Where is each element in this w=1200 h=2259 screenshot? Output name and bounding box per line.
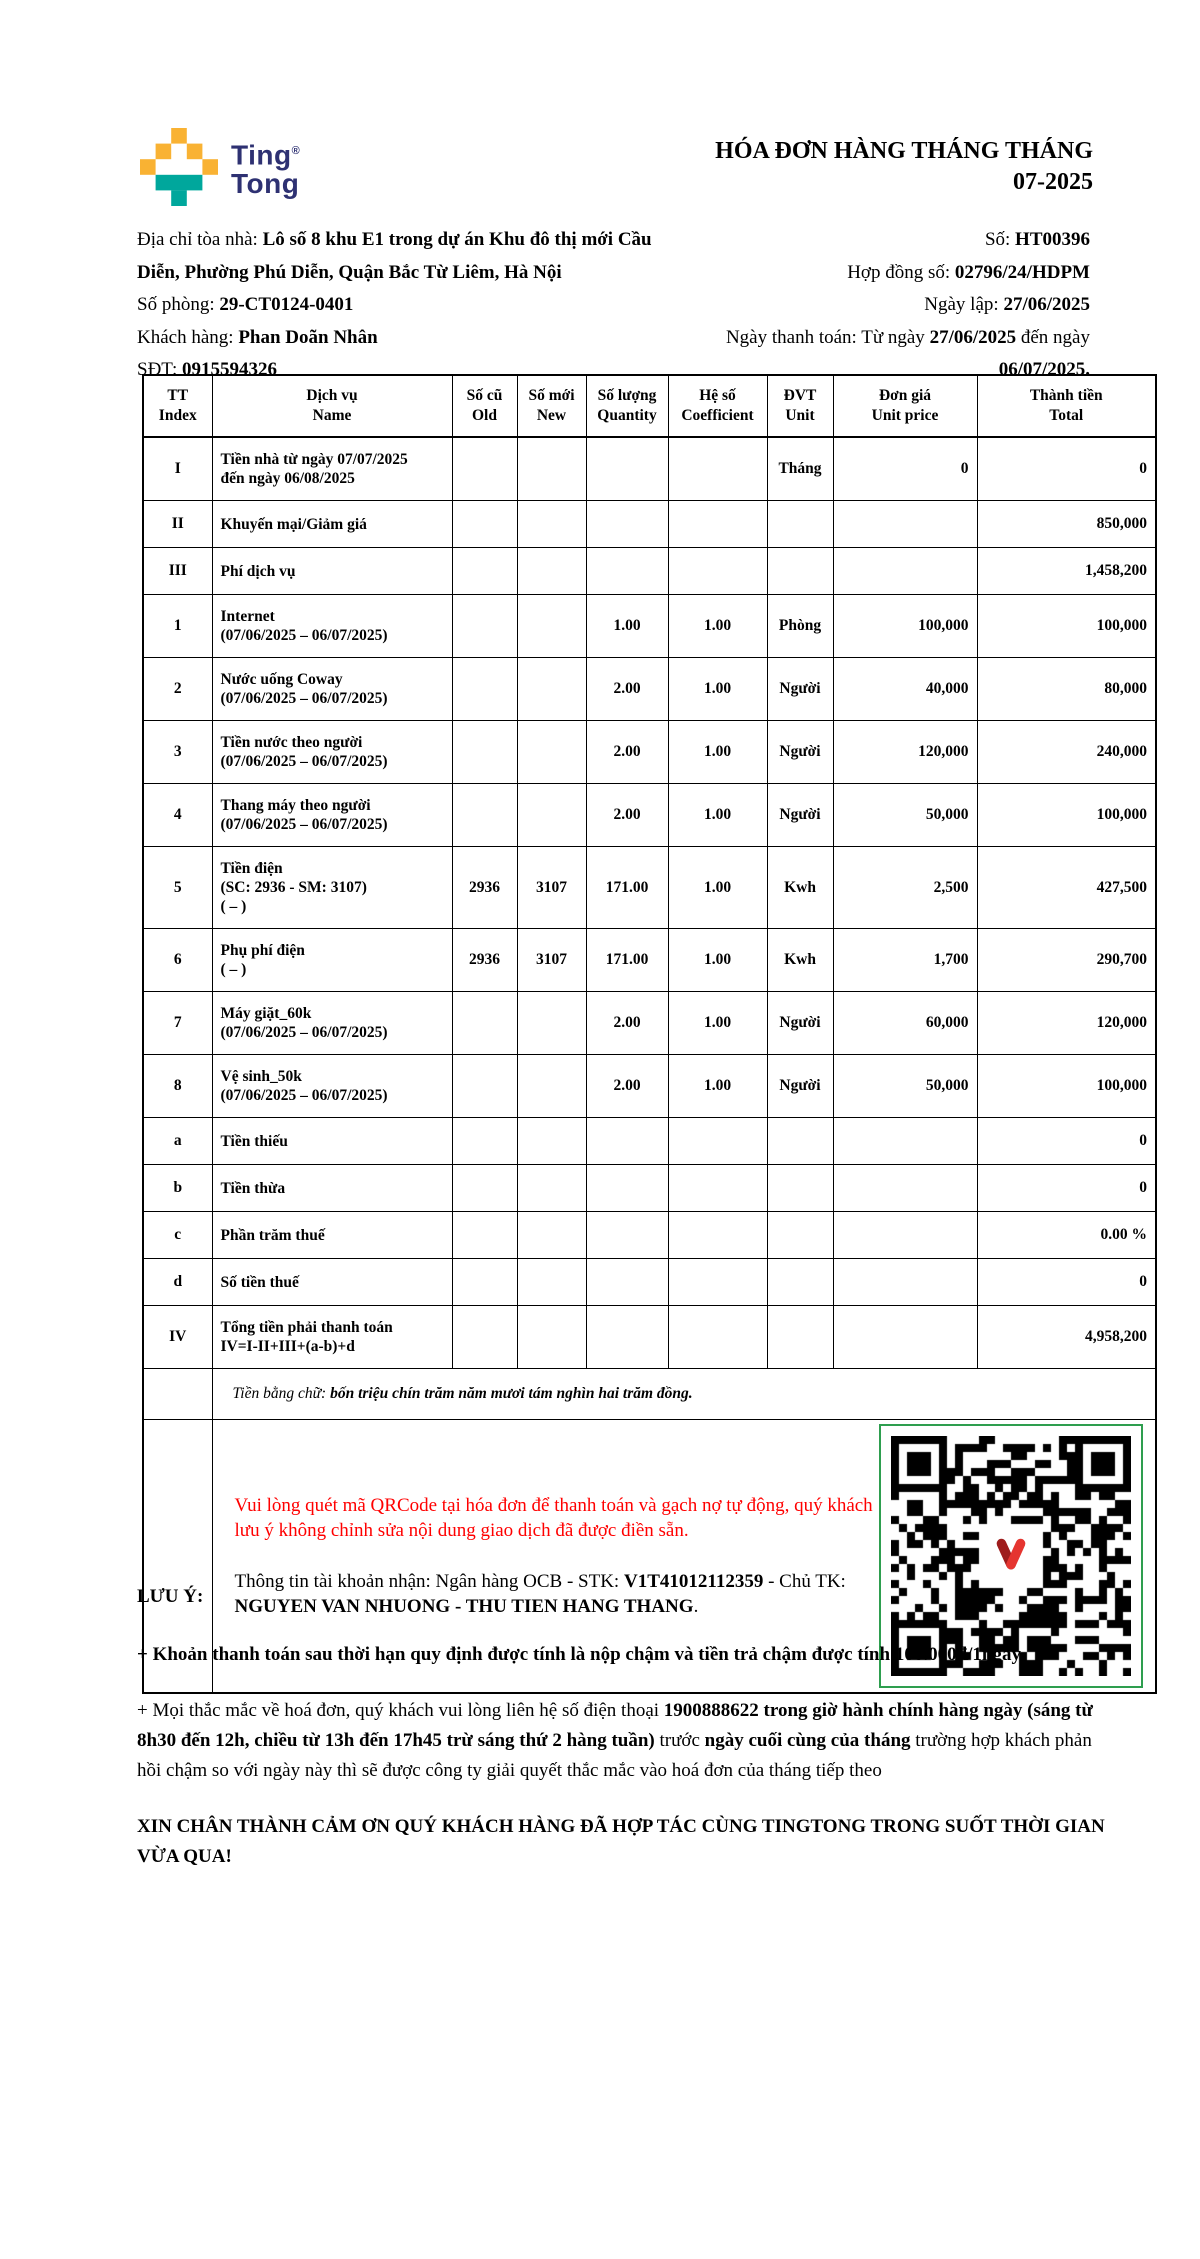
index-cell: 4 <box>143 784 212 847</box>
coefficient-cell <box>668 501 767 548</box>
unit-price-cell: 2,500 <box>833 847 977 929</box>
new-reading-cell: 3107 <box>517 847 586 929</box>
table-row <box>143 1212 1156 1259</box>
total-cell: 0 <box>977 1118 1156 1165</box>
index-cell: 5 <box>143 847 212 929</box>
old-reading-cell <box>452 1118 517 1165</box>
unit-price-cell: 120,000 <box>833 721 977 784</box>
unit-cell <box>767 548 833 595</box>
old-reading-cell <box>452 784 517 847</box>
unit-price-cell: 100,000 <box>833 595 977 658</box>
text-segment: trường hợp khách phản hồi chậm so với ngày này thì sẽ được công ty giải quyết thắc mắc vào hoá đơn của tháng tiếp theo <box>137 1730 1092 1781</box>
new-reading-cell <box>517 1165 586 1212</box>
text-segment: Phan Doãn Nhân <box>238 326 378 348</box>
total-cell: 0.00 % <box>977 1212 1156 1259</box>
index-cell: I <box>143 437 212 501</box>
unit-price-cell <box>833 1165 977 1212</box>
index-cell: 3 <box>143 721 212 784</box>
total-cell: 100,000 <box>977 595 1156 658</box>
text-segment: ngày cuối cùng của tháng <box>704 1730 911 1751</box>
unit-cell <box>767 1118 833 1165</box>
unit-cell: Kwh <box>767 929 833 992</box>
coefficient-cell <box>668 1118 767 1165</box>
old-reading-cell <box>452 721 517 784</box>
service-name-cell: Tổng tiền phải thanh toán IV=I-II+III+(a-b)+d <box>212 1306 452 1369</box>
unit-price-cell: 1,700 <box>833 929 977 992</box>
text-segment: NGUYEN VAN NHUONG - THU TIEN HANG THANG <box>234 1596 694 1617</box>
quantity-cell <box>586 548 668 595</box>
text-segment: Tiền bằng chữ: <box>232 1385 331 1402</box>
quantity-cell: 2.00 <box>586 1055 668 1118</box>
quantity-cell <box>586 1306 668 1369</box>
text-segment: Thông tin tài khoản nhận: Ngân hàng OCB - STK: <box>234 1571 624 1592</box>
invoice-meta <box>685 224 1090 387</box>
text-segment: . <box>693 1596 699 1617</box>
text-segment: Địa chỉ tòa nhà: <box>137 229 263 250</box>
new-reading-cell: 3107 <box>517 929 586 992</box>
coefficient-cell: 1.00 <box>668 784 767 847</box>
unit-cell: Tháng <box>767 437 833 501</box>
table-row <box>143 1118 1156 1165</box>
unit-cell: Người <box>767 784 833 847</box>
unit-price-cell <box>833 1259 977 1306</box>
unit-cell <box>767 1306 833 1369</box>
index-cell: II <box>143 501 212 548</box>
total-cell: 100,000 <box>977 784 1156 847</box>
coefficient-cell <box>668 548 767 595</box>
unit-cell <box>767 501 833 548</box>
index-cell: d <box>143 1259 212 1306</box>
total-cell: 0 <box>977 1259 1156 1306</box>
table-row <box>143 847 1156 929</box>
info-line <box>685 289 1090 322</box>
amount-in-words <box>212 1369 1156 1420</box>
coefficient-cell: 1.00 <box>668 1055 767 1118</box>
table-row <box>143 992 1156 1055</box>
unit-price-cell <box>833 1118 977 1165</box>
text-segment: Khách hàng: <box>137 326 239 348</box>
unit-price-cell: 60,000 <box>833 992 977 1055</box>
column-header: Số mới New <box>517 375 586 437</box>
new-reading-cell <box>517 595 586 658</box>
new-reading-cell <box>517 1212 586 1259</box>
table-row <box>143 1055 1156 1118</box>
old-reading-cell <box>452 658 517 721</box>
coefficient-cell <box>668 1306 767 1369</box>
old-reading-cell <box>452 992 517 1055</box>
text-segment: 27/06/2025 <box>1003 294 1090 315</box>
quantity-cell: 2.00 <box>586 721 668 784</box>
info-line <box>137 322 685 355</box>
text-segment: XIN CHÂN THÀNH CẢM ƠN QUÝ KHÁCH HÀNG ĐÃ HỢP TÁC CÙNG TINGTONG TRONG SUỐT THỜI GIAN VỪA QUA! <box>137 1816 1105 1867</box>
unit-cell: Kwh <box>767 847 833 929</box>
service-name-cell: Khuyến mại/Giảm giá <box>212 501 452 548</box>
quantity-cell: 1.00 <box>586 595 668 658</box>
table-row <box>143 658 1156 721</box>
total-cell: 0 <box>977 1165 1156 1212</box>
vietqr-v-icon <box>988 1533 1034 1579</box>
coefficient-cell <box>668 1165 767 1212</box>
table-row <box>143 784 1156 847</box>
unit-price-cell <box>833 1212 977 1259</box>
invoice-table <box>142 374 1157 1694</box>
old-reading-cell: 2936 <box>452 847 517 929</box>
new-reading-cell <box>517 1259 586 1306</box>
old-reading-cell <box>452 1259 517 1306</box>
column-header: ĐVT Unit <box>767 375 833 437</box>
column-header: Đơn giá Unit price <box>833 375 977 437</box>
total-cell: 427,500 <box>977 847 1156 929</box>
quantity-cell <box>586 1165 668 1212</box>
invoice-info <box>137 224 1090 387</box>
unit-cell: Phòng <box>767 595 833 658</box>
column-header: Thành tiền Total <box>977 375 1156 437</box>
unit-cell: Người <box>767 1055 833 1118</box>
text-segment: 06/07/2025. <box>998 359 1090 380</box>
column-header: Dịch vụ Name <box>212 375 452 437</box>
invoice-title: HÓA ĐƠN HÀNG THÁNG THÁNG 07-2025 <box>715 138 1093 195</box>
coefficient-cell <box>668 437 767 501</box>
text-segment: V1T41012112359 <box>623 1571 764 1592</box>
total-cell: 0 <box>977 437 1156 501</box>
index-cell: 2 <box>143 658 212 721</box>
column-header: Số lượng Quantity <box>586 375 668 437</box>
unit-price-cell: 0 <box>833 437 977 501</box>
quantity-cell: 2.00 <box>586 992 668 1055</box>
old-reading-cell <box>452 548 517 595</box>
column-header: Số cũ Old <box>452 375 517 437</box>
service-name-cell: Tiền nhà từ ngày 07/07/2025 đến ngày 06/08/2025 <box>212 437 452 501</box>
unit-price-cell: 50,000 <box>833 1055 977 1118</box>
column-header: TT Index <box>143 375 212 437</box>
hotline-note <box>137 1696 1105 1786</box>
quantity-cell: 2.00 <box>586 784 668 847</box>
table-row <box>143 1259 1156 1306</box>
tingtong-logo-text: Ting® Tong <box>231 139 301 200</box>
old-reading-cell <box>452 1212 517 1259</box>
total-cell: 100,000 <box>977 1055 1156 1118</box>
text-segment: Hợp đồng số: <box>847 261 955 283</box>
quantity-cell: 171.00 <box>586 847 668 929</box>
table-row <box>143 501 1156 548</box>
text-segment: + Mọi thắc mắc về hoá đơn, quý khách vui lòng liên hệ số điện thoại <box>137 1700 664 1721</box>
coefficient-cell: 1.00 <box>668 658 767 721</box>
service-name-cell: Máy giặt_60k (07/06/2025 – 06/07/2025) <box>212 992 452 1055</box>
service-name-cell: Phí dịch vụ <box>212 548 452 595</box>
quantity-cell <box>586 1259 668 1306</box>
unit-price-cell <box>833 501 977 548</box>
service-name-cell: Thang máy theo người (07/06/2025 – 06/07/2025) <box>212 784 452 847</box>
quantity-cell: 171.00 <box>586 929 668 992</box>
quantity-cell <box>586 501 668 548</box>
index-cell: 7 <box>143 992 212 1055</box>
index-cell: a <box>143 1118 212 1165</box>
thank-you-note <box>137 1812 1105 1872</box>
text-segment: bốn triệu chín trăm năm mươi tám nghìn hai trăm đồng. <box>330 1385 693 1402</box>
table-row <box>143 595 1156 658</box>
table-row <box>143 1306 1156 1369</box>
new-reading-cell <box>517 721 586 784</box>
unit-price-cell: 50,000 <box>833 784 977 847</box>
new-reading-cell <box>517 1118 586 1165</box>
old-reading-cell <box>452 1055 517 1118</box>
quantity-cell: 2.00 <box>586 658 668 721</box>
old-reading-cell: 2936 <box>452 929 517 992</box>
new-reading-cell <box>517 437 586 501</box>
coefficient-cell: 1.00 <box>668 992 767 1055</box>
text-segment: + Khoản thanh toán sau thời hạn quy định được tính là nộp chậm và tiền trả chậm được tính 100.000đ/1ngày. <box>137 1644 1025 1665</box>
service-name-cell: Nước uống Coway (07/06/2025 – 06/07/2025) <box>212 658 452 721</box>
new-reading-cell <box>517 548 586 595</box>
table-row <box>143 548 1156 595</box>
table-row <box>143 437 1156 501</box>
text-segment: Ngày thanh toán: Từ ngày <box>725 326 930 348</box>
text-segment: - Chủ TK: <box>763 1571 846 1592</box>
old-reading-cell <box>452 437 517 501</box>
coefficient-cell: 1.00 <box>668 595 767 658</box>
text-segment: Ngày lập: <box>924 294 1004 315</box>
old-reading-cell <box>452 501 517 548</box>
index-cell: 1 <box>143 595 212 658</box>
text-segment: đến ngày <box>1016 326 1090 348</box>
text-segment: 0915594326 <box>181 359 277 380</box>
unit-cell: Người <box>767 992 833 1055</box>
service-name-cell: Tiền thừa <box>212 1165 452 1212</box>
text-segment: 02796/24/HDPM <box>954 261 1090 283</box>
new-reading-cell <box>517 992 586 1055</box>
text-segment: HT00396 <box>1015 229 1090 250</box>
quantity-cell <box>586 1212 668 1259</box>
unit-cell: Người <box>767 721 833 784</box>
unit-cell <box>767 1259 833 1306</box>
index-cell <box>143 1369 212 1420</box>
new-reading-cell <box>517 1306 586 1369</box>
old-reading-cell <box>452 1165 517 1212</box>
service-name-cell: Internet (07/06/2025 – 06/07/2025) <box>212 595 452 658</box>
quantity-cell <box>586 1118 668 1165</box>
old-reading-cell <box>452 595 517 658</box>
new-reading-cell <box>517 658 586 721</box>
unit-price-cell <box>833 548 977 595</box>
total-cell: 240,000 <box>977 721 1156 784</box>
table-row <box>143 721 1156 784</box>
text-segment: Lô số 8 khu E1 trong dự án Khu đô thị mới Cầu Diễn, Phường Phú Diễn, Quận Bắc Từ Liêm, Hà Nội <box>137 229 652 283</box>
index-cell: 6 <box>143 929 212 992</box>
coefficient-cell <box>668 1259 767 1306</box>
unit-cell <box>767 1165 833 1212</box>
coefficient-cell <box>668 1212 767 1259</box>
index-cell: b <box>143 1165 212 1212</box>
old-reading-cell <box>452 1306 517 1369</box>
coefficient-cell: 1.00 <box>668 847 767 929</box>
service-name-cell: Vệ sinh_50k (07/06/2025 – 06/07/2025) <box>212 1055 452 1118</box>
service-name-cell: Phần trăm thuế <box>212 1212 452 1259</box>
coefficient-cell: 1.00 <box>668 929 767 992</box>
quantity-cell <box>586 437 668 501</box>
new-reading-cell <box>517 501 586 548</box>
total-cell: 850,000 <box>977 501 1156 548</box>
index-cell: III <box>143 548 212 595</box>
tingtong-logo-icon <box>140 128 218 206</box>
text-segment: SĐT: <box>137 359 182 380</box>
qr-warning-text: Vui lòng quét mã QRCode tại hóa đơn để thanh toán và gạch nợ tự động, quý khách lưu ý không chỉnh sửa nội dung giao dịch đã được điền sẵn. <box>234 1495 873 1541</box>
unit-price-cell: 40,000 <box>833 658 977 721</box>
index-cell: 8 <box>143 1055 212 1118</box>
text-segment: Số phòng: <box>137 294 220 315</box>
total-cell: 1,458,200 <box>977 548 1156 595</box>
service-name-cell: Tiền nước theo người (07/06/2025 – 06/07/2025) <box>212 721 452 784</box>
service-name-cell: Tiền điện (SC: 2936 - SM: 3107) ( – ) <box>212 847 452 929</box>
info-line <box>685 224 1090 257</box>
index-cell: c <box>143 1212 212 1259</box>
info-line <box>137 289 685 322</box>
total-cell: 80,000 <box>977 658 1156 721</box>
unit-price-cell <box>833 1306 977 1369</box>
info-line <box>685 257 1090 290</box>
unit-cell <box>767 1212 833 1259</box>
total-cell: 290,700 <box>977 929 1156 992</box>
unit-cell: Người <box>767 658 833 721</box>
text-segment: Số: <box>984 229 1016 250</box>
total-cell: 120,000 <box>977 992 1156 1055</box>
text-segment: 1900888622 trong giờ hành chính hàng ngày (sáng từ 8h30 đến 12h, chiều từ 13h đến 17h45 trừ sáng thứ 2 hàng tuần) <box>137 1700 1093 1751</box>
total-cell: 4,958,200 <box>977 1306 1156 1369</box>
table-row <box>143 1165 1156 1212</box>
notes-heading: LƯU Ý: <box>137 1586 204 1607</box>
service-name-cell: Tiền thiếu <box>212 1118 452 1165</box>
new-reading-cell <box>517 784 586 847</box>
column-header: Hệ số Coefficient <box>668 375 767 437</box>
late-payment-note <box>137 1640 1105 1670</box>
text-segment: 27/06/2025 <box>929 326 1017 348</box>
coefficient-cell: 1.00 <box>668 721 767 784</box>
text-segment: trước <box>654 1730 705 1751</box>
index-cell: IV <box>143 1306 212 1369</box>
new-reading-cell <box>517 1055 586 1118</box>
service-name-cell: Số tiền thuế <box>212 1259 452 1306</box>
text-segment: 29-CT0124-0401 <box>219 294 354 315</box>
table-header-row <box>143 375 1156 437</box>
customer-info <box>137 224 685 387</box>
table-row <box>143 929 1156 992</box>
service-name-cell: Phụ phí điện ( – ) <box>212 929 452 992</box>
amount-in-words-row <box>143 1369 1156 1420</box>
tingtong-logo <box>140 128 300 206</box>
footer-notes <box>137 1582 1105 1872</box>
info-line <box>137 224 685 289</box>
